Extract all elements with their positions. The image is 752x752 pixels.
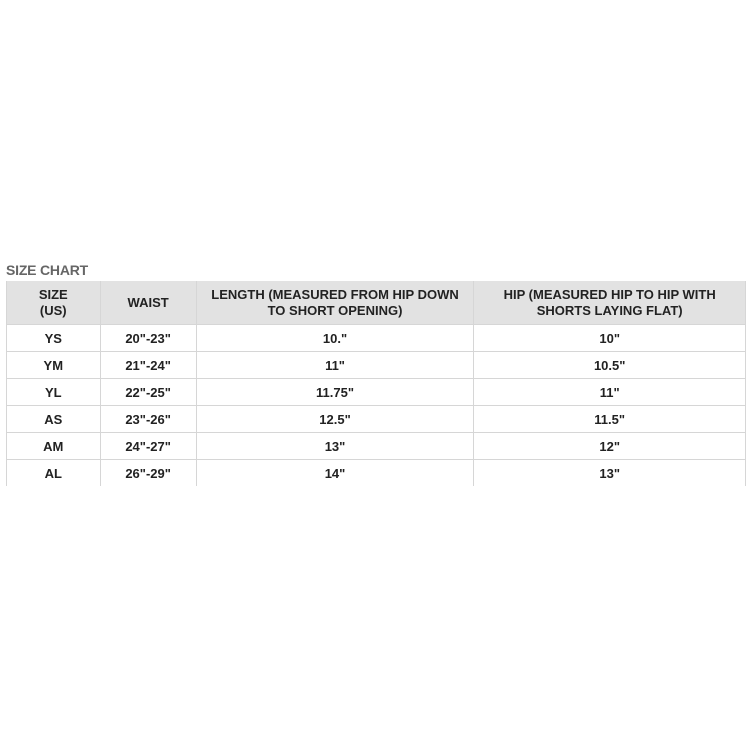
header-hip — [474, 281, 746, 325]
cell-length: 10." — [196, 325, 474, 352]
cell-waist: 21"-24" — [100, 352, 196, 379]
table-row — [7, 325, 746, 352]
cell-waist: 23"-26" — [100, 406, 196, 433]
header-size-line: SIZE — [38, 286, 68, 302]
cell-waist: 24"-27" — [100, 433, 196, 460]
table-row — [7, 433, 746, 460]
cell-hip: 13" — [474, 460, 746, 487]
cell-waist: 22"-25" — [100, 379, 196, 406]
cell-size: YS — [7, 325, 101, 352]
header-hip-line: HIP (MEASURED HIP TO HIP WITH — [503, 286, 716, 302]
cell-hip: 12" — [474, 433, 746, 460]
header-length-line: LENGTH (MEASURED FROM HIP DOWN — [211, 286, 459, 302]
header-size — [7, 281, 101, 325]
header-length-line: TO SHORT OPENING) — [267, 302, 403, 318]
header-waist: WAIST — [100, 281, 196, 325]
cell-size: YM — [7, 352, 101, 379]
cell-hip: 11" — [474, 379, 746, 406]
cell-length: 13" — [196, 433, 474, 460]
cell-size: YL — [7, 379, 101, 406]
header-hip-line: SHORTS LAYING FLAT) — [536, 302, 683, 318]
cell-hip: 11.5" — [474, 406, 746, 433]
cell-length: 11.75" — [196, 379, 474, 406]
cell-waist: 20"-23" — [100, 325, 196, 352]
cell-size: AS — [7, 406, 101, 433]
cell-length: 14" — [196, 460, 474, 487]
page-title: SIZE CHART — [6, 262, 89, 278]
cell-length: 12.5" — [196, 406, 474, 433]
header-size-line: (US) — [39, 302, 67, 318]
size-chart-table — [6, 281, 746, 486]
cell-hip: 10" — [474, 325, 746, 352]
table-row — [7, 460, 746, 487]
cell-hip: 10.5" — [474, 352, 746, 379]
table-row — [7, 352, 746, 379]
cell-size: AM — [7, 433, 101, 460]
table-header-row — [7, 281, 746, 325]
cell-waist: 26"-29" — [100, 460, 196, 487]
table-row — [7, 406, 746, 433]
table-row — [7, 379, 746, 406]
cell-length: 11" — [196, 352, 474, 379]
cell-size: AL — [7, 460, 101, 487]
header-length — [196, 281, 474, 325]
